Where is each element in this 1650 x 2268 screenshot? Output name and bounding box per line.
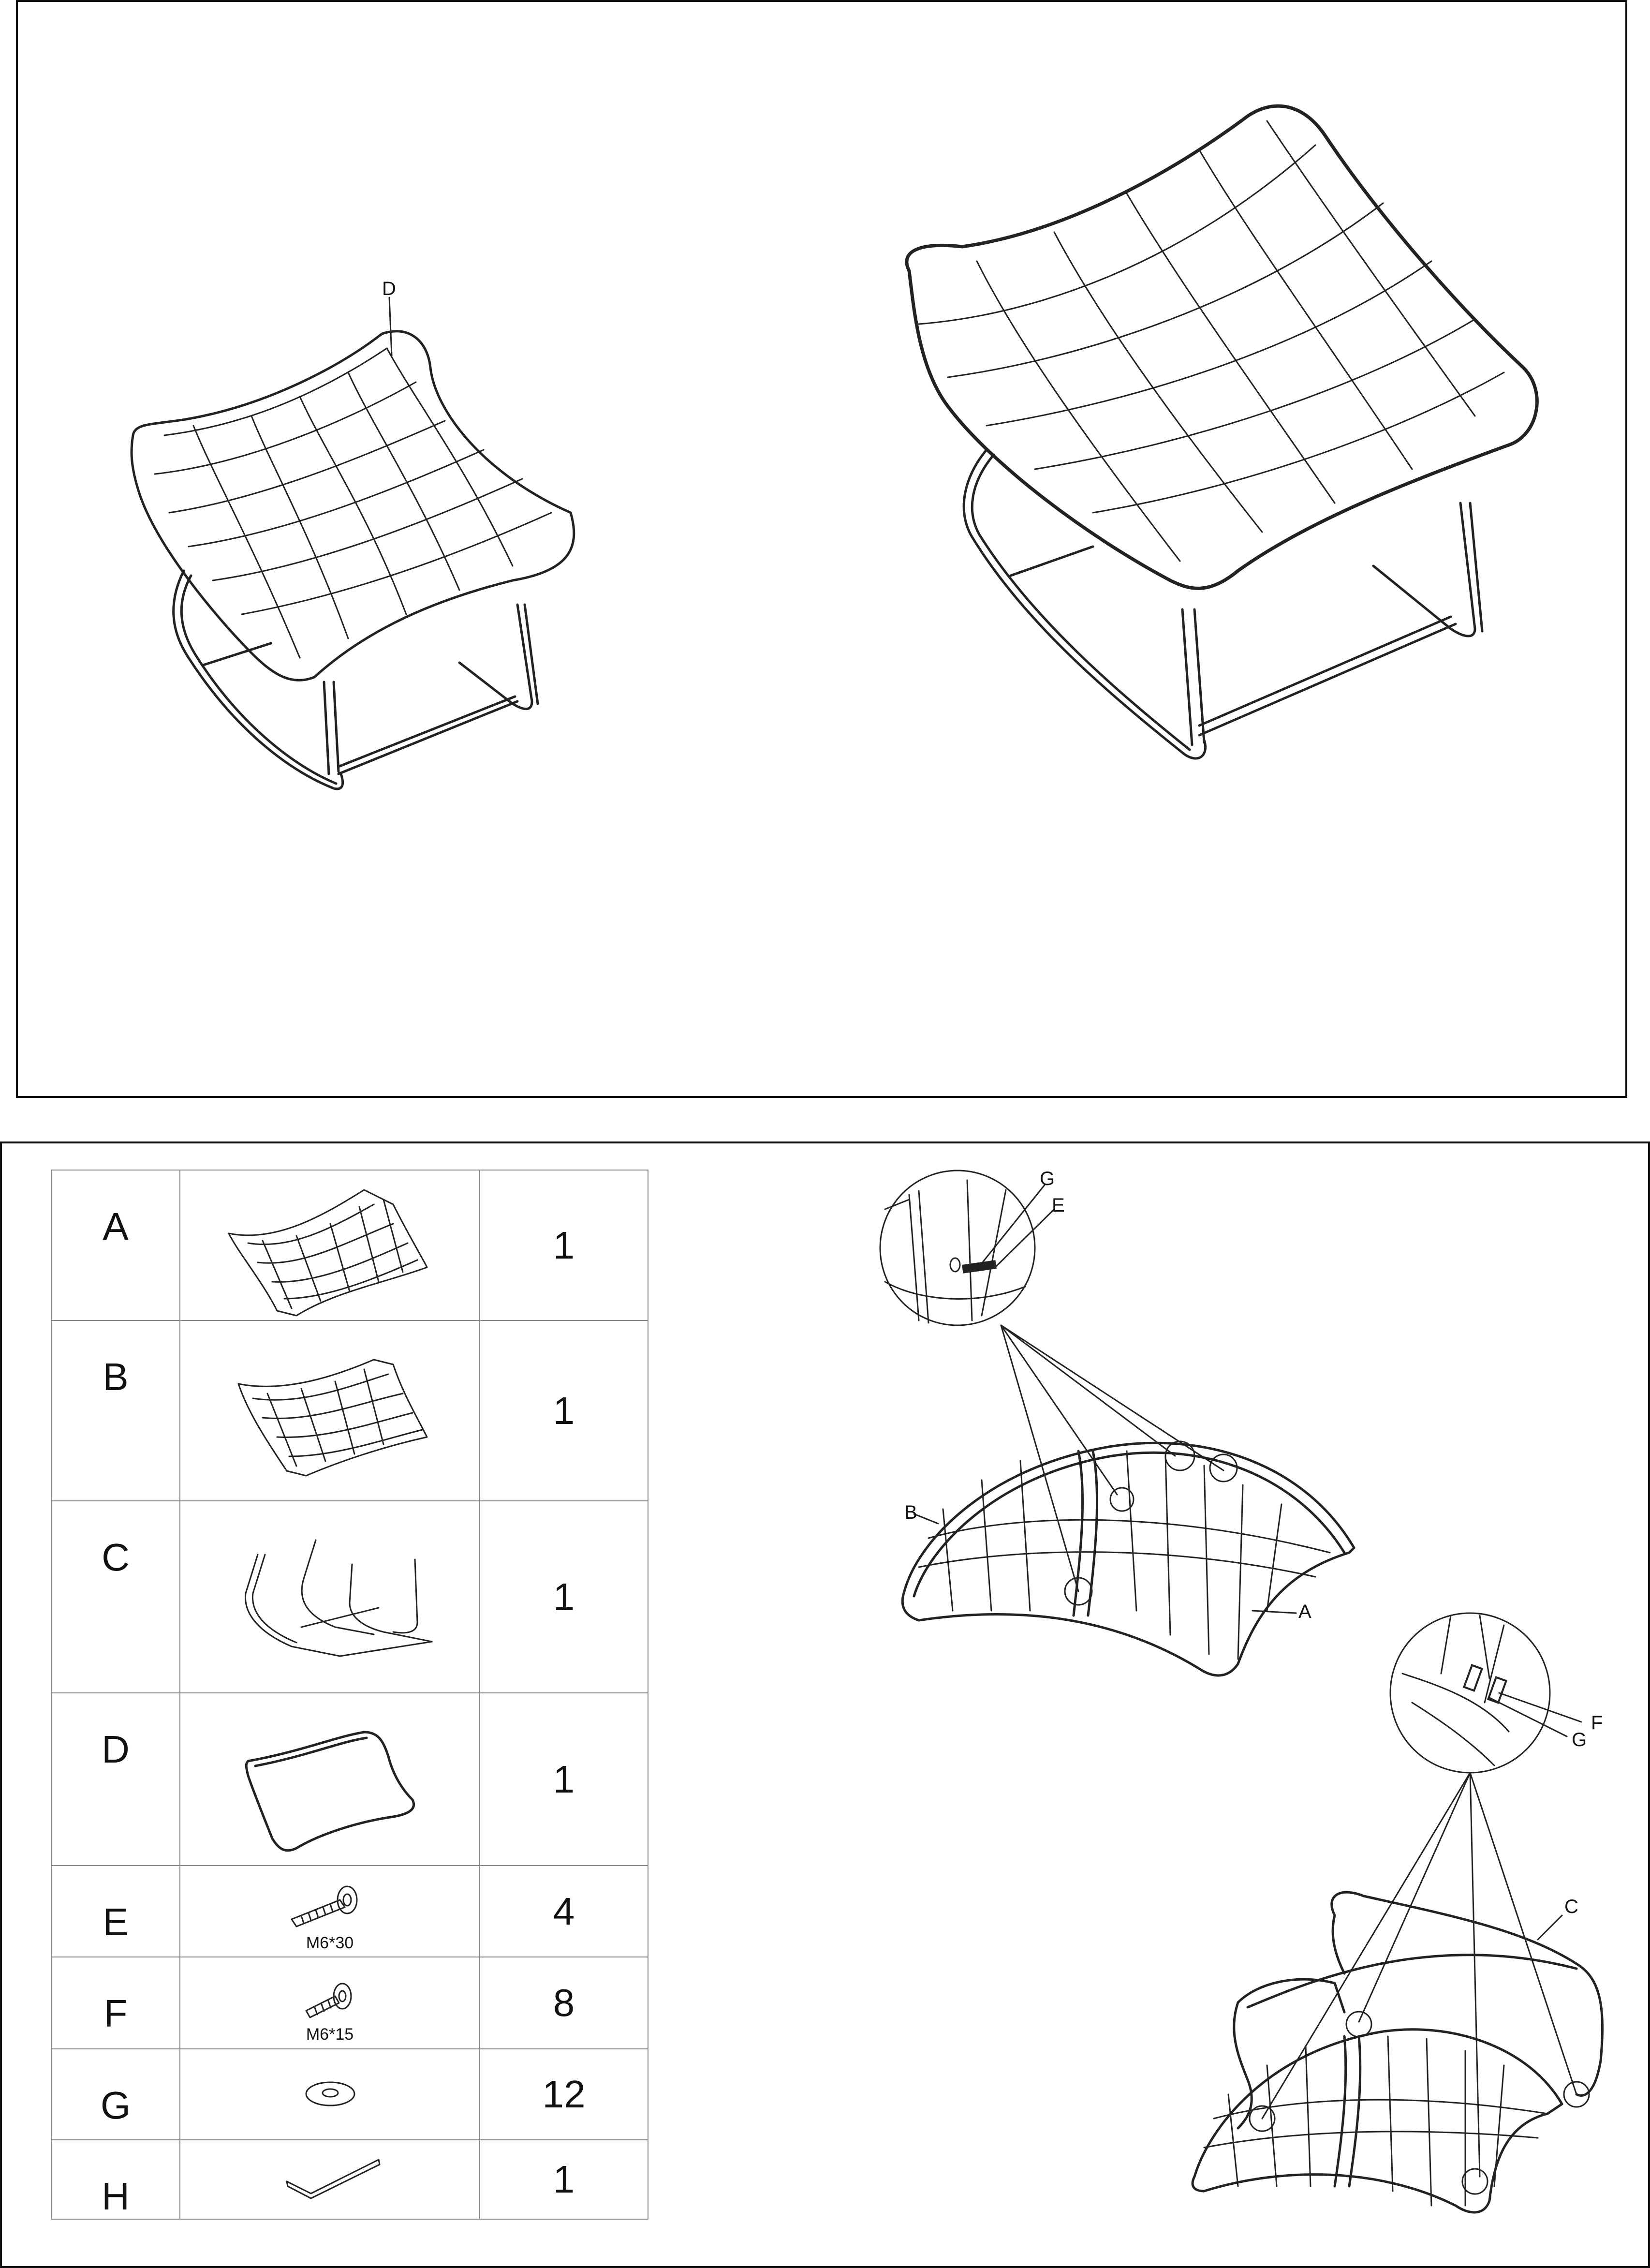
callout-d: D xyxy=(382,278,396,299)
callout-a: A xyxy=(1298,1601,1311,1622)
parts-row-g xyxy=(51,2049,648,2140)
part-picture xyxy=(180,1170,480,1320)
large-chair-drawing xyxy=(907,106,1537,758)
bolt-size-label: M6*30 xyxy=(306,1934,354,1952)
part-letter: A xyxy=(51,1170,180,1320)
part-picture xyxy=(180,1866,480,1957)
part-quantity: 1 xyxy=(480,1170,648,1320)
small-chair-drawing xyxy=(132,278,574,789)
rocker-base-icon xyxy=(180,1501,479,1693)
part-picture xyxy=(180,1320,480,1501)
callout-f-step2: F xyxy=(1591,1712,1603,1734)
part-quantity: 1 xyxy=(480,1501,648,1693)
washer-icon xyxy=(180,2049,479,2140)
callout-g-step2: G xyxy=(1572,1729,1587,1750)
part-picture xyxy=(180,1957,480,2049)
parts-row-a xyxy=(51,1170,648,1320)
parts-row-c xyxy=(51,1501,648,1693)
part-quantity: 12 xyxy=(480,2049,648,2140)
part-quantity: 8 xyxy=(480,1957,648,2049)
callout-g-step1: G xyxy=(1040,1168,1055,1189)
cushion-icon xyxy=(180,1693,479,1866)
part-picture xyxy=(180,2049,480,2140)
part-letter: E xyxy=(51,1866,180,1957)
parts-row-d xyxy=(51,1693,648,1866)
parts-row-h xyxy=(51,2140,648,2219)
callout-line-d xyxy=(389,297,392,356)
callout-b: B xyxy=(904,1502,917,1523)
parts-row-f xyxy=(51,1957,648,2049)
bolt-size-label: M6*15 xyxy=(306,2025,354,2044)
callout-c: C xyxy=(1564,1896,1578,1917)
part-quantity: 1 xyxy=(480,2140,648,2219)
part-quantity: 1 xyxy=(480,1320,648,1501)
assembled-chairs-illustration xyxy=(0,0,1650,1108)
seat-frame-b-icon xyxy=(180,1321,479,1501)
part-letter: C xyxy=(51,1501,180,1693)
part-picture xyxy=(180,1693,480,1866)
part-quantity: 1 xyxy=(480,1693,648,1866)
part-picture xyxy=(180,2140,480,2219)
part-letter: F xyxy=(51,1957,180,2049)
part-letter: D xyxy=(51,1693,180,1866)
part-letter: H xyxy=(51,2140,180,2219)
part-picture xyxy=(180,1501,480,1693)
part-letter: G xyxy=(51,2049,180,2140)
allen-key-icon xyxy=(180,2140,479,2219)
part-quantity: 4 xyxy=(480,1866,648,1957)
small-chair-base xyxy=(174,571,538,789)
part-letter: B xyxy=(51,1320,180,1501)
parts-list-table xyxy=(51,1170,648,2220)
parts-row-b xyxy=(51,1320,648,1501)
callout-e-step1: E xyxy=(1052,1195,1065,1216)
seat-frame-a-icon xyxy=(180,1171,479,1321)
parts-row-e xyxy=(51,1866,648,1957)
